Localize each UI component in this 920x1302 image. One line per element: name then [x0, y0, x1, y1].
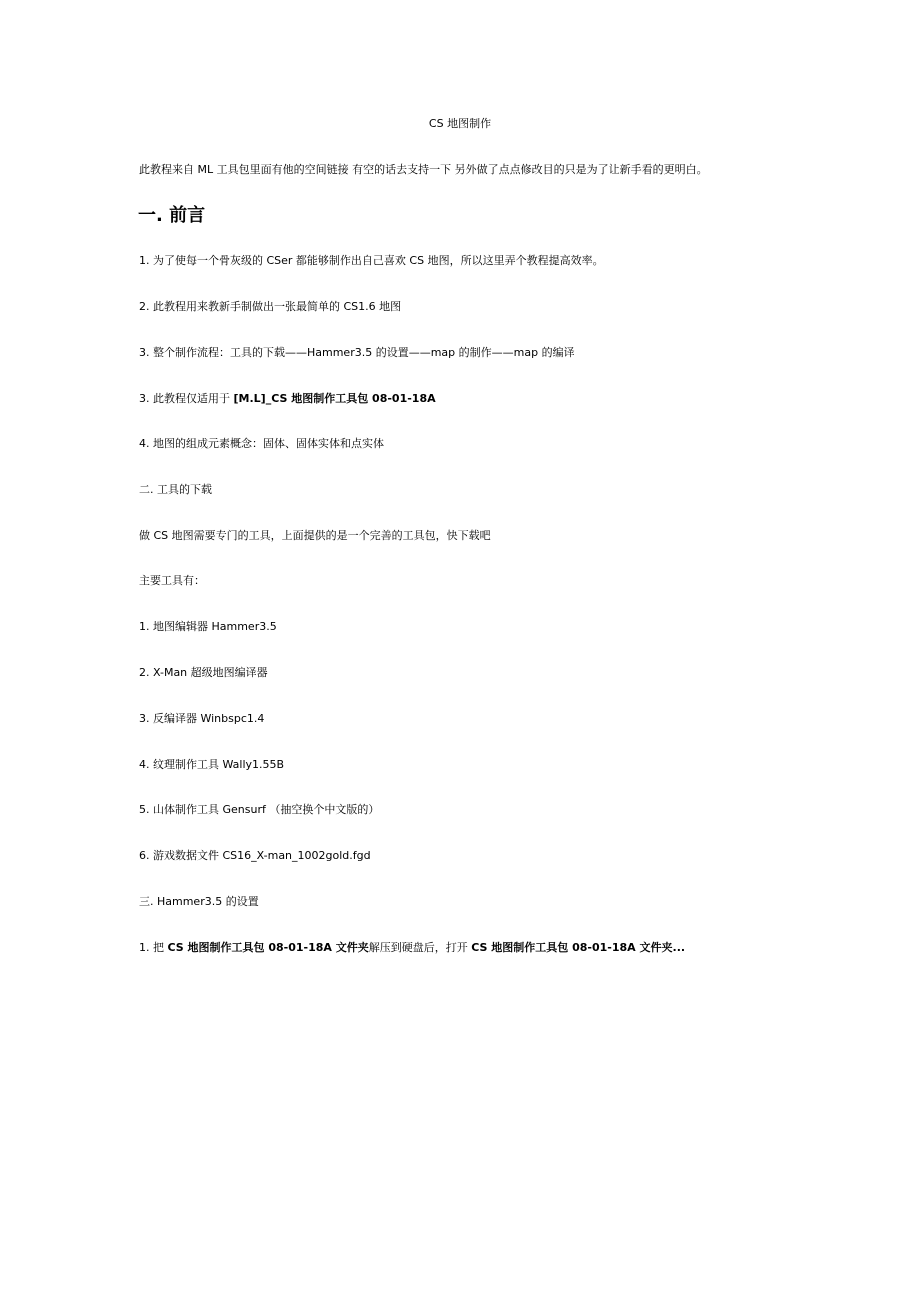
setup-step-1 — [139, 941, 685, 955]
tools-label: 主要工具有： — [139, 574, 205, 587]
tool-item-2: 2. X-Man 超级地图编译器 — [139, 666, 268, 679]
setup-prefix: 1. 把 — [139, 941, 168, 954]
tool-item-1: 1. 地图编辑器 Hammer3.5 — [139, 620, 277, 633]
setup-middle: 解压到硬盘后，打开 — [368, 941, 472, 954]
intro-paragraph: 此教程来自 ML 工具包里面有他的空间链接 有空的话去支持一下 另外做了点点修改目的只是为了让新手看的更明白。 — [139, 163, 708, 176]
preface-item-applies — [139, 392, 436, 406]
section-heading-preface: 一. 前言 — [138, 205, 206, 226]
document-title: CS 地图制作 — [428, 117, 492, 130]
preface-item-2: 2. 此教程用来教新手制做出一张最简单的 CS1.6 地图 — [139, 300, 402, 313]
section-heading-download: 二. 工具的下载 — [139, 483, 212, 496]
preface-item-4: 4. 地图的组成元素概念：固体、固体实体和点实体 — [139, 437, 384, 450]
download-description: 做 CS 地图需要专门的工具，上面提供的是一个完善的工具包，快下载吧 — [139, 529, 491, 542]
setup-suffix: ... — [672, 941, 686, 954]
preface-item-1: 1. 为了使每一个骨灰级的 CSer 都能够制作出自己喜欢 CS 地图，所以这里弄个教程提高效率。 — [139, 254, 604, 267]
preface-item-3: 3. 整个制作流程：工具的下载——Hammer3.5 的设置——map 的制作——map 的编译 — [139, 346, 575, 359]
setup-folder-name-2: CS 地图制作工具包 08-01-18A 文件夹 — [471, 941, 673, 954]
tool-item-5: 5. 山体制作工具 Gensurf （抽空换个中文版的） — [139, 803, 380, 816]
tool-item-3: 3. 反编译器 Winbspc1.4 — [139, 712, 265, 725]
setup-folder-name-1: CS 地图制作工具包 08-01-18A 文件夹 — [167, 941, 369, 954]
section-heading-setup: 三. Hammer3.5 的设置 — [139, 895, 259, 908]
applies-toolkit-name: [M.L]_CS 地图制作工具包 08-01-18A — [233, 392, 436, 405]
applies-prefix: 3. 此教程仅适用于 — [139, 392, 234, 405]
tool-item-6: 6. 游戏数据文件 CS16_X-man_1002gold.fgd — [139, 849, 371, 862]
tool-item-4: 4. 纹理制作工具 Wally1.55B — [139, 758, 285, 771]
